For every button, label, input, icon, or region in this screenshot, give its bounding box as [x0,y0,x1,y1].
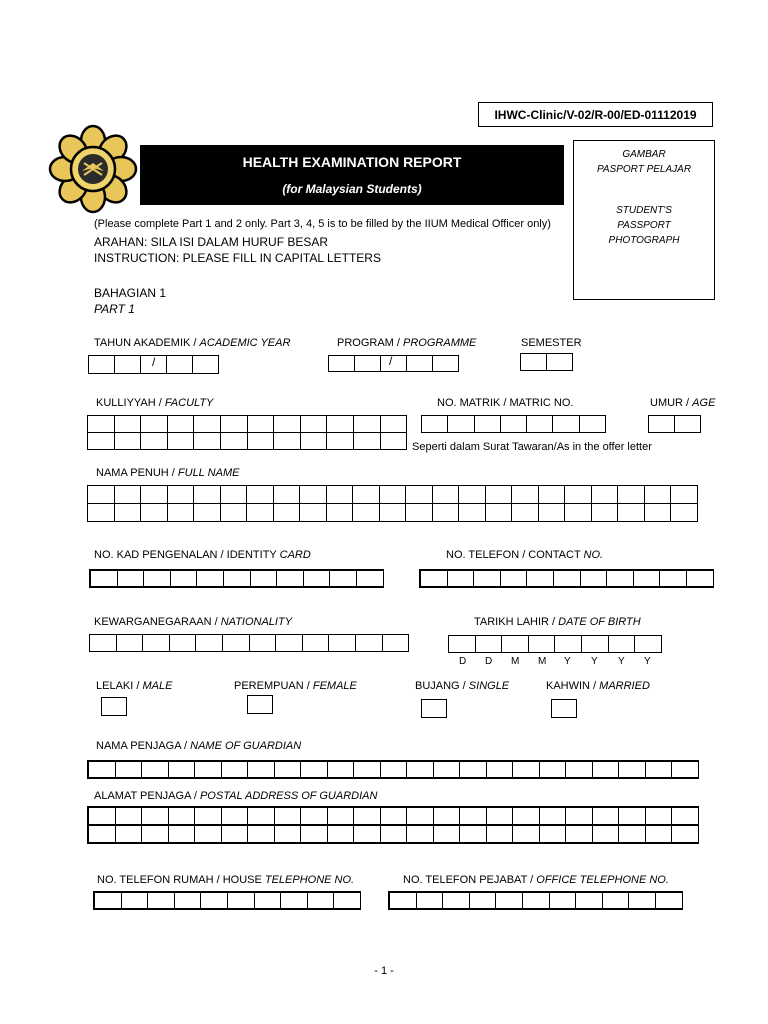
semester-field[interactable] [520,353,573,371]
dob-format-3: M [511,656,520,667]
semester-label: SEMESTER [521,337,582,349]
dob-format-8: Y [644,656,651,667]
instruction-ms: ARAHAN: SILA ISI DALAM HURUF BESAR [94,235,329,249]
age-field[interactable] [648,415,701,433]
guardian-name-label: NAMA PENJAGA / NAME OF GUARDIAN [96,740,302,752]
instruction-en: INSTRUCTION: PLEASE FILL IN CAPITAL LETTERS [94,251,381,265]
report-title: HEALTH EXAMINATION REPORT [242,154,462,170]
dob-format-4: M [538,656,547,667]
full-name-field[interactable] [87,485,698,522]
house-phone-field[interactable] [93,891,361,910]
ic-field[interactable] [89,569,384,588]
photo-label-3: STUDENT'S [616,205,672,216]
age-label: UMUR / AGE [650,397,716,409]
office-phone-label: NO. TELEFON PEJABAT / OFFICE TELEPHONE NO. [403,874,669,886]
matric-field[interactable] [421,415,606,433]
female-checkbox[interactable] [247,695,273,714]
part-label-en: PART 1 [94,302,135,316]
dob-label: TARIKH LAHIR / DATE OF BIRTH [474,616,641,628]
academic-year-slash: / [152,355,156,369]
matric-label: NO. MATRIK / MATRIC NO. [437,397,574,409]
female-label: PEREMPUAN / FEMALE [234,680,357,692]
programme-slash: / [389,354,393,368]
dob-format-5: Y [564,656,571,667]
part-label-ms: BAHAGIAN 1 [94,286,167,300]
nationality-field[interactable] [89,634,409,652]
nationality-label: KEWARGANEGARAAN / NATIONALITY [94,616,293,628]
dob-format-7: Y [618,656,625,667]
guardian-name-field[interactable] [87,760,699,779]
programme-label: PROGRAM / PROGRAMME [337,337,477,349]
dob-format-6: Y [591,656,598,667]
photo-label-5: PHOTOGRAPH [608,235,680,246]
dob-format-1: D [459,656,467,667]
single-checkbox[interactable] [421,699,447,718]
house-phone-label: NO. TELEFON RUMAH / HOUSE TELEPHONE NO. [97,874,355,886]
guardian-address-label: ALAMAT PENJAGA / POSTAL ADDRESS OF GUARDIAN [94,790,378,802]
university-logo [48,124,138,214]
married-label: KAHWIN / MARRIED [546,680,650,692]
photo-label-4: PASSPORT [617,220,671,231]
programme-field[interactable] [328,355,459,372]
completion-note: (Please complete Part 1 and 2 only. Part 3, 4, 5 is to be filled by the IIUM Medical Officer only) [94,218,551,230]
academic-year-label: TAHUN AKADEMIK / ACADEMIC YEAR [94,337,291,349]
dob-format-2: D [485,656,493,667]
ic-label: NO. KAD PENGENALAN / IDENTITY CARD [94,549,311,561]
offer-letter-note: Seperti dalam Surat Tawaran/As in the offer letter [412,441,652,453]
married-checkbox[interactable] [551,699,577,718]
full-name-label: NAMA PENUH / FULL NAME [96,467,240,479]
page-number: - 1 - [374,965,394,977]
guardian-address-field[interactable] [87,806,699,844]
passport-photo-box [573,140,715,300]
contact-label: NO. TELEFON / CONTACT NO. [446,549,604,561]
single-label: BUJANG / SINGLE [415,680,510,692]
faculty-field[interactable] [87,415,407,450]
report-subtitle: (for Malaysian Students) [282,182,422,196]
faculty-label: KULLIYYAH / FACULTY [96,397,214,409]
contact-field[interactable] [419,569,714,588]
form-code: IHWC-Clinic/V-02/R-00/ED-01112019 [478,102,713,127]
male-label: LELAKI / MALE [96,680,173,692]
title-banner [140,145,564,205]
male-checkbox[interactable] [101,697,127,716]
office-phone-field[interactable] [388,891,683,910]
dob-field[interactable] [448,635,662,653]
photo-label-1: GAMBAR [622,149,666,160]
photo-label-2: PASPORT PELAJAR [596,164,692,175]
